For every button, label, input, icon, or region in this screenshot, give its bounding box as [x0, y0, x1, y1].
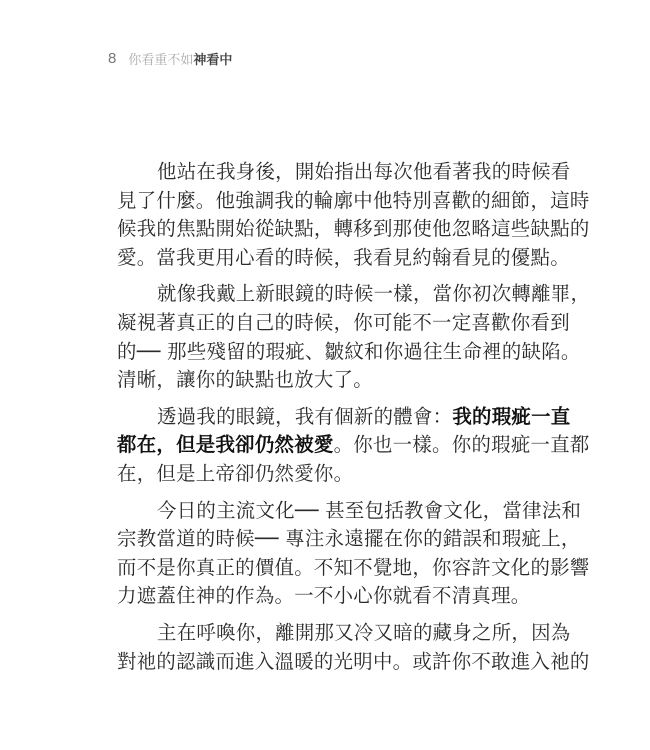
paragraph-2 — [117, 280, 591, 394]
text-line: 而不是你真正的價值。不知不覺地，你容許文化的影響 — [117, 555, 590, 579]
text-line: 的── 那些殘留的瑕疵、皺紋和你過往生命裡的缺陷。 — [117, 339, 581, 363]
text-line: 凝視著真正的自己的時候，你可能不一定喜歡你看到 — [117, 310, 570, 334]
book-title-light: 你看重不如 — [128, 52, 194, 68]
paragraph-5 — [117, 619, 590, 676]
paragraph-1 — [117, 158, 590, 272]
text-line: 今日的主流文化── 甚至包括教會文化，當律法和 — [157, 498, 582, 522]
text-line: 清晰，讓你的缺點也放大了。 — [117, 368, 373, 392]
text-line — [117, 431, 590, 460]
text-line: 他站在我身後，開始指出每次他看著我的時候看 — [157, 160, 571, 183]
text-line: 力遮蓋住神的作為。一不小心你就看不清真理。 — [117, 584, 531, 608]
book-title-bold: 神看中 — [193, 52, 233, 68]
text-line: 愛。當我更用心看的時候，我看見約翰看見的優點。 — [117, 245, 570, 269]
running-header — [108, 48, 232, 68]
paragraph-3 — [117, 403, 590, 489]
text-line: 就像我戴上新眼鏡的時候一樣，當你初次轉離罪， — [157, 282, 591, 306]
text-line — [117, 403, 571, 432]
text-line: 見了什麼。他強調我的輪廓中他特別喜歡的細節，這時 — [117, 188, 590, 212]
text-line: 對祂的認識而進入溫暖的光明中。或許你不敢進入祂的 — [117, 649, 590, 673]
text-normal: 透過我的眼鏡，我有個新的體會： — [157, 404, 453, 428]
page-number: 8 — [108, 49, 117, 67]
page-body — [117, 158, 591, 676]
text-normal: 。你也一樣。你的瑕疵一直都 — [333, 433, 590, 457]
text-emphasis: 都在，但是我卻仍然被愛 — [117, 433, 334, 457]
paragraph-4 — [117, 497, 590, 611]
text-line: 主在呼喚你，離開那又冷又暗的藏身之所，因為 — [157, 620, 571, 644]
text-line: 宗教當道的時候── 專注永遠擺在你的錯誤和瑕疵上， — [117, 527, 581, 551]
text-emphasis: 我的瑕疵一直 — [452, 404, 571, 428]
text-line: 在，但是上帝卻仍然愛你。 — [117, 461, 354, 485]
text-line: 候我的焦點開始從缺點，轉移到那使他忽略這些缺點的 — [117, 217, 590, 241]
